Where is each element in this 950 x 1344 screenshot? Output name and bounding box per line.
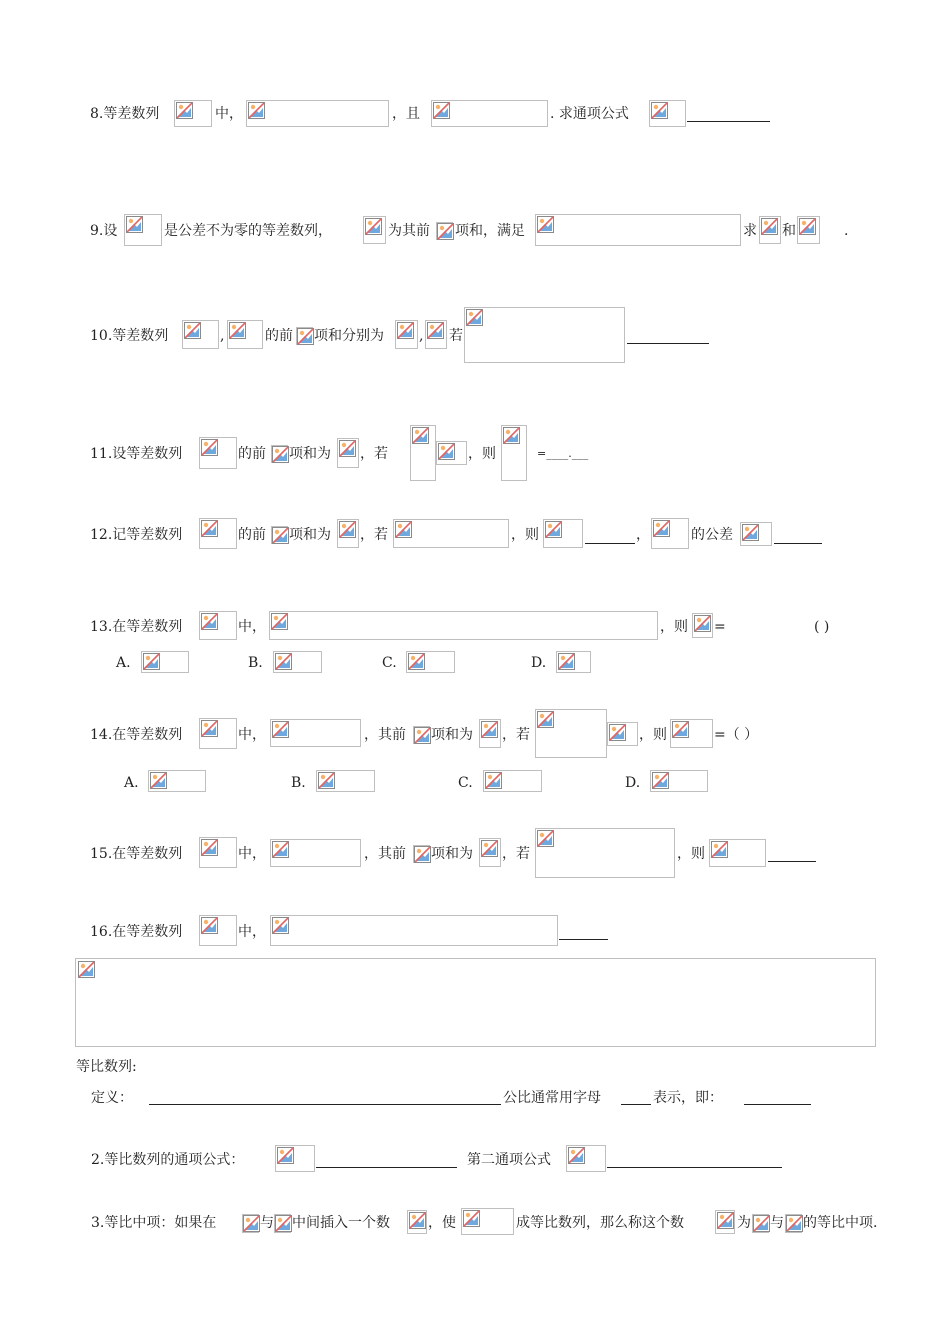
formula-image — [227, 320, 263, 349]
broken-image-icon — [694, 615, 711, 632]
broken-image-icon — [742, 524, 759, 541]
broken-image-icon — [799, 218, 816, 235]
broken-image-icon — [753, 1215, 770, 1232]
option-a-image[interactable] — [141, 651, 189, 673]
broken-image-icon — [672, 721, 689, 738]
text-he: 和 — [782, 223, 796, 239]
formula-image — [607, 722, 638, 746]
text-ruo: ，若 — [360, 446, 388, 462]
broken-image-icon — [275, 1215, 292, 1232]
option-d-image[interactable] — [556, 651, 591, 673]
text-ze: ，则 — [639, 727, 667, 743]
broken-image-icon — [537, 216, 554, 233]
formula-image — [670, 719, 713, 748]
text-fenbie: 项和分别为 — [314, 328, 384, 344]
text-yu: 与 — [770, 1215, 784, 1231]
text-qian: 的前 — [238, 446, 266, 462]
formula-image — [271, 526, 288, 544]
broken-image-icon — [397, 322, 414, 339]
text-cheng: 成等比数列，那么称这个数 — [516, 1215, 684, 1231]
answer-paren[interactable]: =（ ） — [714, 727, 759, 743]
option-d-label: D. — [625, 775, 641, 791]
text-desc: 是公差不为零的等差数列， — [164, 223, 332, 239]
formula-image — [425, 320, 447, 349]
formula-image — [242, 1214, 259, 1233]
formula-image — [479, 838, 501, 867]
option-c-label: C. — [458, 775, 473, 791]
q11-label: 11.设等差数列 — [90, 446, 183, 462]
answer-blank[interactable] — [621, 1104, 651, 1105]
formula-image — [246, 100, 389, 127]
formula-image — [199, 611, 237, 640]
formula-image — [535, 214, 741, 246]
broken-image-icon — [438, 443, 455, 460]
formula-image — [337, 519, 359, 548]
formula-image — [651, 518, 689, 549]
formula-image — [479, 719, 501, 748]
broken-image-icon — [201, 613, 218, 630]
formula-image — [274, 1214, 291, 1233]
text-wei: 为 — [737, 1215, 751, 1231]
formula-image — [535, 709, 607, 758]
formula-image — [174, 100, 212, 127]
broken-image-icon — [481, 721, 498, 738]
option-d-image[interactable] — [650, 770, 708, 792]
answer-blank[interactable] — [585, 543, 635, 544]
text-common-ratio: 公比通常用字母 — [503, 1090, 601, 1106]
broken-image-icon — [717, 1212, 734, 1229]
text-qian: 的前 — [238, 527, 266, 543]
text-yu: 与 — [260, 1215, 274, 1231]
q10-label: 10.等差数列 — [90, 328, 169, 344]
broken-image-icon — [201, 520, 218, 537]
broken-image-icon — [201, 917, 218, 934]
text-ask: . 求通项公式 — [550, 106, 629, 122]
broken-image-icon — [272, 721, 289, 738]
broken-image-icon — [318, 772, 335, 789]
formula-image — [692, 613, 713, 638]
broken-image-icon — [272, 446, 289, 463]
broken-image-icon — [463, 1210, 480, 1227]
text-ruo: ，若 — [502, 846, 530, 862]
broken-image-icon — [297, 328, 314, 345]
formula-image — [543, 519, 583, 548]
broken-image-icon — [365, 218, 382, 235]
text-wei: 为其前 — [388, 223, 430, 239]
text-ze: ，则 — [511, 527, 539, 543]
formula-image — [709, 839, 766, 867]
text-gongcha: 的公差 — [691, 527, 733, 543]
option-d-label: D. — [531, 655, 547, 671]
broken-image-icon — [201, 839, 218, 856]
option-b-image[interactable] — [316, 770, 375, 792]
text-shi: ，使 — [428, 1215, 456, 1231]
broken-image-icon — [653, 520, 670, 537]
text-ze: ，则 — [660, 619, 688, 635]
formula-image — [182, 320, 219, 349]
formula-image — [270, 915, 558, 946]
q16-label: 16.在等差数列 — [90, 924, 183, 940]
formula-image — [199, 518, 237, 549]
formula-image — [566, 1145, 606, 1172]
text-zhong: 中， — [238, 619, 266, 635]
text-zhong: 中， — [238, 924, 266, 940]
broken-image-icon — [248, 102, 265, 119]
formula-image — [436, 441, 467, 465]
formula-image — [270, 839, 361, 867]
answer-blank[interactable] — [607, 1167, 782, 1168]
answer-blank[interactable] — [627, 343, 709, 344]
broken-image-icon — [277, 1147, 294, 1164]
formula-image — [393, 519, 509, 548]
text-biaoshi: 表示，即： — [653, 1090, 723, 1106]
text-end: 的等比中项. — [803, 1215, 878, 1231]
text-xianghe: 项和，满足 — [455, 223, 525, 239]
option-b-label: B. — [291, 775, 306, 791]
formula-image — [410, 425, 436, 481]
formula-image — [740, 522, 772, 546]
text-zhong: 中， — [238, 846, 266, 862]
formula-image — [199, 718, 237, 749]
broken-image-icon — [414, 846, 431, 863]
text-wei: 项和为 — [289, 446, 331, 462]
broken-image-icon — [272, 527, 289, 544]
text-comma: , — [419, 328, 424, 344]
text-comma: , — [220, 328, 225, 344]
formula-image — [431, 100, 548, 127]
q9-label: 9.设 — [90, 223, 118, 239]
formula-image — [501, 425, 527, 481]
q13-label: 13.在等差数列 — [90, 619, 183, 635]
text-wei: 项和为 — [431, 727, 473, 743]
broken-image-icon — [761, 218, 778, 235]
broken-image-icon — [275, 653, 292, 670]
broken-image-icon — [339, 521, 356, 538]
formula-image — [395, 320, 418, 349]
broken-image-icon — [481, 840, 498, 857]
broken-image-icon — [201, 439, 218, 456]
broken-image-icon — [503, 427, 520, 444]
option-a-label: A. — [124, 775, 139, 791]
broken-image-icon — [558, 653, 575, 670]
broken-image-icon — [568, 1147, 585, 1164]
text-qie: ，且 — [392, 106, 420, 122]
broken-image-icon — [537, 711, 554, 728]
option-a-label: A. — [116, 655, 131, 671]
definition-label: 定义： — [91, 1090, 133, 1106]
broken-image-icon — [184, 322, 201, 339]
broken-image-icon — [786, 1215, 803, 1232]
broken-image-icon — [537, 830, 554, 847]
text-ruo: ，若 — [502, 727, 530, 743]
answer-blank[interactable] — [687, 121, 770, 122]
broken-image-icon — [409, 1212, 426, 1229]
broken-image-icon — [433, 102, 450, 119]
broken-image-icon — [545, 521, 562, 538]
formula-image — [759, 216, 781, 244]
text-qiu: 求 — [743, 223, 757, 239]
broken-image-icon — [466, 309, 483, 326]
broken-image-icon — [427, 322, 444, 339]
broken-image-icon — [229, 322, 246, 339]
broken-image-icon — [143, 653, 160, 670]
broken-image-icon — [271, 613, 288, 630]
broken-image-icon — [437, 223, 454, 240]
formula-image — [269, 611, 658, 640]
text-ze: ，则 — [468, 446, 496, 462]
text-zhong: 中， — [215, 106, 243, 122]
q15-label: 15.在等差数列 — [90, 846, 183, 862]
large-figure-image — [75, 958, 876, 1047]
section-title: 等比数列: — [76, 1059, 137, 1075]
formula-image — [649, 100, 686, 127]
answer-blank[interactable]: =____.___ — [537, 447, 589, 460]
formula-image — [199, 915, 237, 946]
option-c-image[interactable] — [406, 651, 455, 673]
formula-image — [271, 445, 288, 463]
formula-image — [296, 327, 313, 345]
broken-image-icon — [78, 961, 95, 978]
option-b-image[interactable] — [273, 651, 322, 673]
formula-image — [275, 1145, 315, 1172]
broken-image-icon — [412, 427, 429, 444]
text-second-formula: 第二通项公式 — [467, 1152, 551, 1168]
formula-image — [413, 845, 430, 863]
formula-image — [199, 837, 237, 868]
option-c-image[interactable] — [483, 770, 542, 792]
text-eq: = — [714, 619, 726, 635]
broken-image-icon — [414, 727, 431, 744]
broken-image-icon — [201, 720, 218, 737]
broken-image-icon — [176, 102, 193, 119]
formula-image — [124, 214, 162, 246]
answer-blank[interactable] — [149, 1104, 501, 1105]
formula-image — [413, 726, 430, 744]
broken-image-icon — [272, 841, 289, 858]
formula-image — [436, 222, 453, 240]
text-mid: 中间插入一个数 — [292, 1215, 390, 1231]
text-wei: 项和为 — [431, 846, 473, 862]
text-wei: 项和为 — [289, 527, 331, 543]
q8-label: 8.等差数列 — [90, 106, 160, 122]
formula-image — [337, 438, 359, 468]
option-b-label: B. — [248, 655, 263, 671]
formula-image — [464, 307, 625, 363]
text-ruo: 若 — [449, 328, 463, 344]
answer-blank[interactable] — [744, 1104, 811, 1105]
broken-image-icon — [339, 440, 356, 457]
answer-paren[interactable]: ( ) — [814, 619, 830, 635]
text-dot: . — [844, 223, 849, 239]
formula-image — [461, 1208, 514, 1235]
formula-image — [535, 828, 675, 878]
broken-image-icon — [711, 841, 728, 858]
text-ze: ，则 — [677, 846, 705, 862]
broken-image-icon — [272, 917, 289, 934]
answer-blank[interactable] — [559, 939, 608, 940]
formula-image — [752, 1214, 769, 1233]
broken-image-icon — [150, 772, 167, 789]
answer-blank[interactable] — [316, 1167, 457, 1168]
text-ruo: ，若 — [360, 527, 388, 543]
q2-label: 2.等比数列的通项公式： — [91, 1152, 245, 1168]
answer-blank[interactable] — [768, 861, 816, 862]
broken-image-icon — [485, 772, 502, 789]
formula-image — [363, 216, 386, 244]
text-zhong: 中， — [238, 727, 266, 743]
text-qian: ，其前 — [364, 846, 406, 862]
formula-image — [270, 719, 361, 747]
broken-image-icon — [651, 102, 668, 119]
formula-image — [785, 1214, 802, 1233]
text-qian: 的前 — [265, 328, 293, 344]
answer-blank[interactable] — [774, 543, 822, 544]
q12-label: 12.记等差数列 — [90, 527, 183, 543]
q3-label: 3.等比中项：如果在 — [91, 1215, 217, 1231]
broken-image-icon — [609, 724, 626, 741]
text-qian: ，其前 — [364, 727, 406, 743]
formula-image — [407, 1210, 427, 1234]
broken-image-icon — [395, 521, 412, 538]
broken-image-icon — [243, 1215, 260, 1232]
option-a-image[interactable] — [148, 770, 206, 792]
formula-image — [797, 216, 820, 244]
option-c-label: C. — [382, 655, 397, 671]
broken-image-icon — [408, 653, 425, 670]
formula-image — [715, 1210, 735, 1234]
broken-image-icon — [126, 216, 143, 233]
formula-image — [199, 437, 237, 469]
q14-label: 14.在等差数列 — [90, 727, 183, 743]
text-comma: ， — [636, 527, 650, 543]
broken-image-icon — [652, 772, 669, 789]
